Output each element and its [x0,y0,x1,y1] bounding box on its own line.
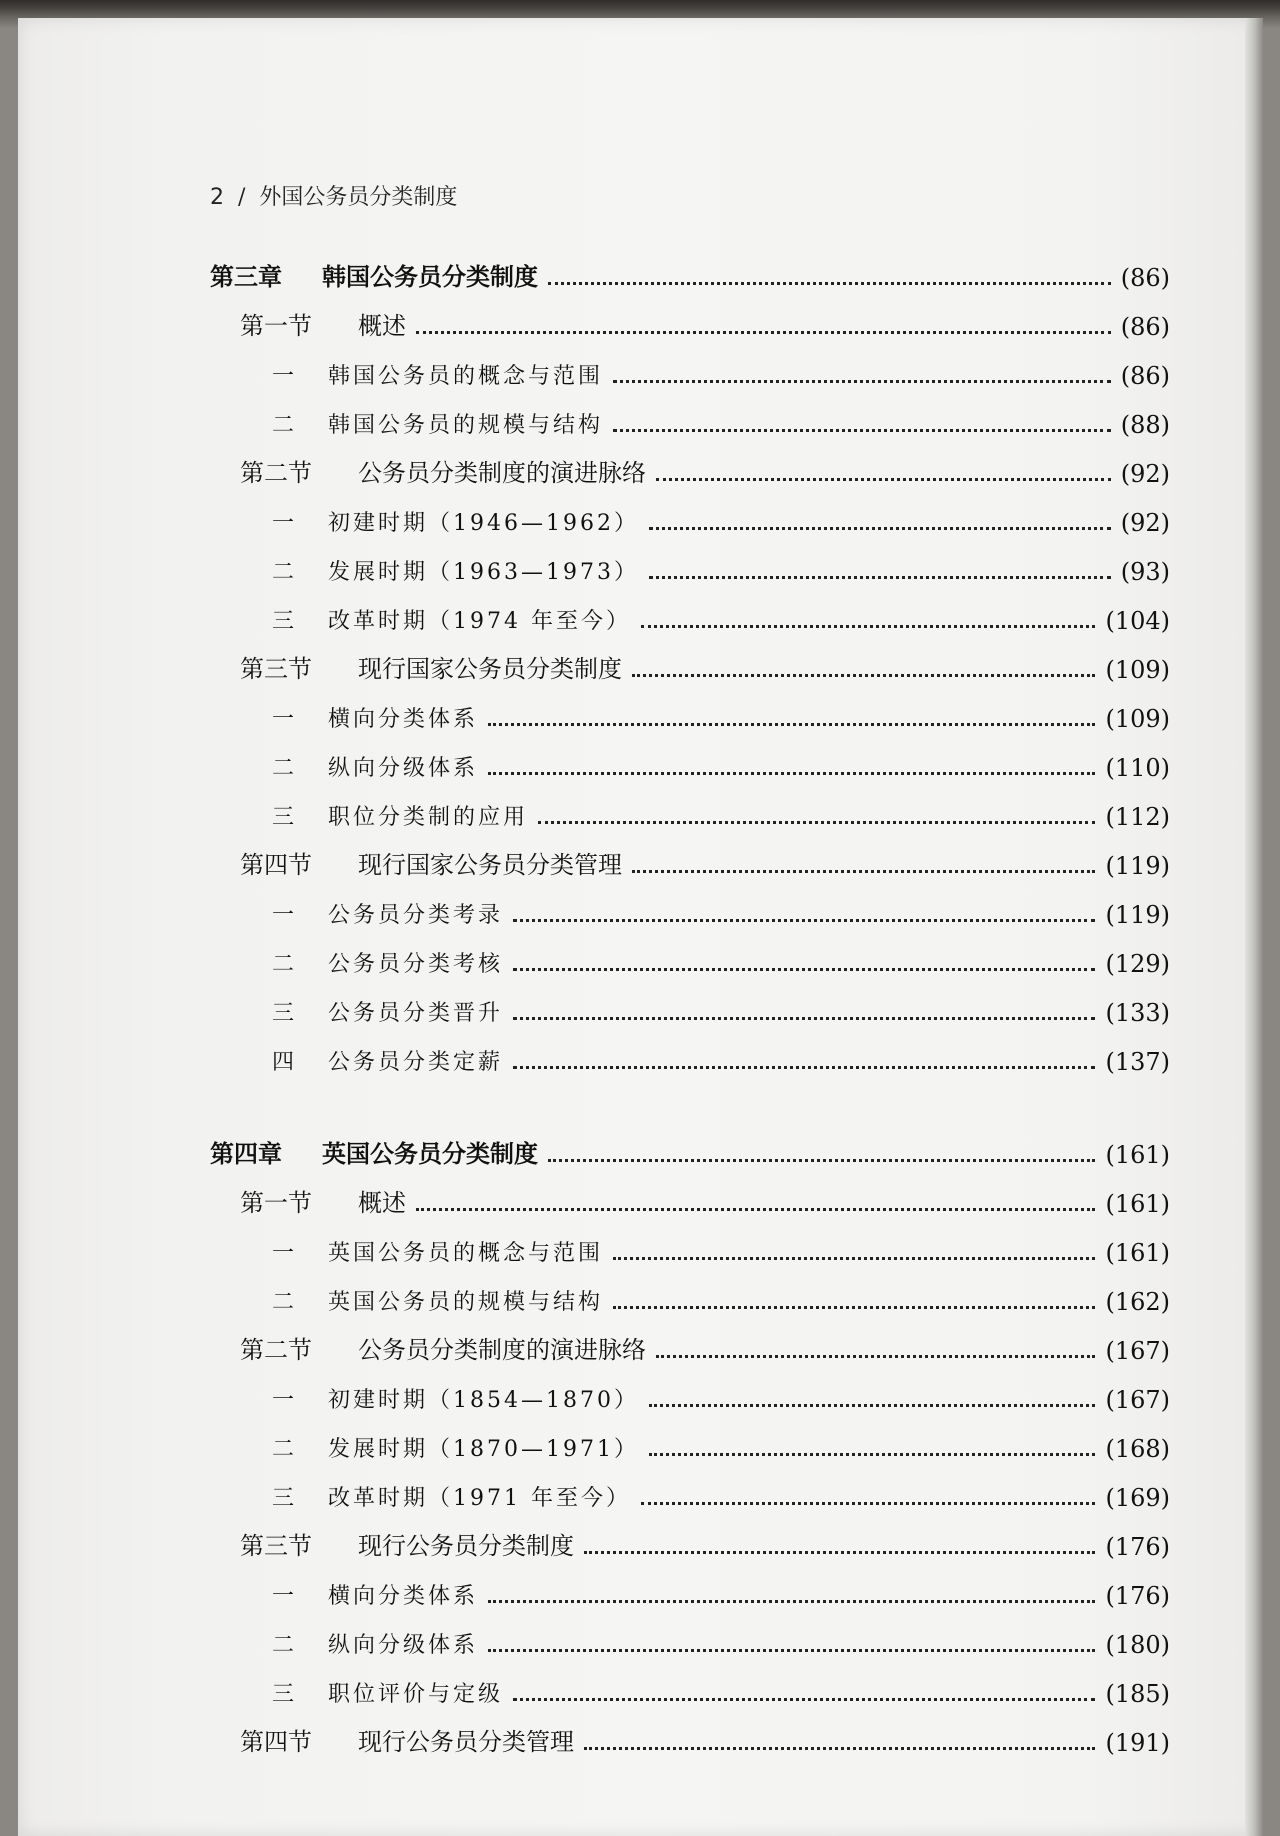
toc-item-row [210,537,1170,586]
table-of-contents [210,243,1170,1757]
toc-entry-title: 概述 [358,1189,406,1217]
dot-leader [513,1698,1095,1701]
dot-leader [649,527,1111,530]
dot-leader [656,1355,1095,1358]
toc-entry-number: 第一节 [240,312,312,340]
toc-entry-title: 横向分类体系 [328,1584,479,1609]
toc-item-row [210,880,1170,929]
toc-entry-page: (161) [1105,1190,1170,1218]
header-page-number: 2 [210,185,224,210]
toc-entry-number: 第四节 [240,851,312,879]
dot-leader [538,821,1095,824]
toc-entry-page: (180) [1105,1631,1170,1659]
dot-leader [488,1600,1095,1603]
toc-section-row [210,831,1170,880]
toc-section-row [210,439,1170,488]
toc-entry-number: 第三章 [210,263,282,291]
toc-section-row [210,1512,1170,1561]
toc-section-row [210,292,1170,341]
toc-entry-page: (168) [1105,1435,1170,1463]
dot-leader [613,380,1111,383]
toc-entry-title: 现行国家公务员分类制度 [358,655,622,683]
dot-leader [584,1747,1095,1750]
toc-entry-number: 二 [272,756,295,781]
dot-leader [416,331,1111,334]
toc-entry-title: 英国公务员的规模与结构 [328,1290,604,1315]
toc-entry-page: (109) [1105,656,1170,684]
toc-entry-number: 第三节 [240,1532,312,1560]
toc-entry-number: 二 [272,1437,295,1462]
book-page [18,18,1263,1836]
toc-entry-title: 改革时期（1971 年至今） [328,1486,631,1511]
toc-entry-number: 三 [272,609,295,634]
toc-entry-title: 现行公务员分类管理 [358,1728,574,1756]
toc-entry-title: 初建时期（1854—1870） [328,1388,639,1413]
toc-entry-page: (161) [1105,1239,1170,1267]
toc-entry-number: 三 [272,1682,295,1707]
toc-entry-number: 三 [272,1001,295,1026]
dot-leader [641,625,1095,628]
toc-entry-title: 发展时期（1963—1973） [328,560,639,585]
toc-item-row [210,1414,1170,1463]
toc-entry-title: 现行公务员分类制度 [358,1532,574,1560]
toc-entry-title: 公务员分类定薪 [328,1050,504,1075]
toc-section-row [210,1708,1170,1757]
toc-entry-number: 第四章 [210,1140,282,1168]
dot-leader [632,870,1095,873]
toc-entry-title: 纵向分级体系 [328,1633,479,1658]
toc-item-row [210,684,1170,733]
header-separator: / [238,185,246,210]
toc-entry-title: 公务员分类考录 [328,903,504,928]
toc-entry-number: 第三节 [240,655,312,683]
toc-entry-number: 四 [272,1050,295,1075]
toc-entry-title: 发展时期（1870—1971） [328,1437,639,1462]
toc-entry-page: (86) [1120,362,1170,390]
toc-entry-title: 纵向分级体系 [328,756,479,781]
toc-item-row [210,390,1170,439]
toc-item-row [210,1218,1170,1267]
toc-entry-number: 二 [272,413,295,438]
toc-item-row [210,929,1170,978]
toc-entry-page: (86) [1120,264,1170,292]
toc-item-row [210,586,1170,635]
toc-entry-page: (162) [1105,1288,1170,1316]
toc-entry-title: 英国公务员分类制度 [322,1140,538,1168]
dot-leader [584,1551,1095,1554]
dot-leader [513,919,1095,922]
toc-entry-title: 韩国公务员的规模与结构 [328,413,604,438]
toc-item-row [210,1561,1170,1610]
toc-entry-title: 公务员分类考核 [328,952,504,977]
toc-entry-page: (86) [1120,313,1170,341]
header-book-title: 外国公务员分类制度 [259,185,458,210]
toc-section-row [210,635,1170,684]
dot-leader [488,723,1095,726]
toc-entry-page: (176) [1105,1582,1170,1610]
toc-entry-page: (112) [1105,803,1170,831]
toc-entry-title: 改革时期（1974 年至今） [328,609,631,634]
toc-entry-page: (161) [1105,1141,1170,1169]
dot-leader [488,772,1095,775]
toc-item-row [210,1365,1170,1414]
dot-leader [649,576,1111,579]
toc-entry-number: 第四节 [240,1728,312,1756]
toc-entry-number: 第二节 [240,459,312,487]
dot-leader [632,674,1095,677]
toc-section-row [210,1316,1170,1365]
toc-entry-page: (185) [1105,1680,1170,1708]
toc-entry-number: 一 [272,1388,295,1413]
toc-item-row [210,733,1170,782]
toc-entry-title: 初建时期（1946—1962） [328,511,639,536]
dot-leader [548,1159,1095,1162]
toc-entry-number: 一 [272,511,295,536]
dot-leader [641,1502,1095,1505]
toc-entry-number: 一 [272,903,295,928]
dot-leader [488,1649,1095,1652]
toc-chapter-row [210,1120,1170,1169]
toc-item-row [210,488,1170,537]
toc-entry-page: (176) [1105,1533,1170,1561]
toc-entry-page: (93) [1120,558,1170,586]
toc-item-row [210,782,1170,831]
toc-entry-page: (110) [1105,754,1170,782]
toc-entry-number: 一 [272,364,295,389]
dot-leader [513,1066,1095,1069]
toc-entry-number: 一 [272,1584,295,1609]
dot-leader [416,1208,1095,1211]
toc-entry-title: 职位分类制的应用 [328,805,529,830]
toc-section-row [210,1169,1170,1218]
toc-entry-title: 职位评价与定级 [328,1682,504,1707]
toc-entry-title: 韩国公务员的概念与范围 [328,364,604,389]
toc-entry-title: 横向分类体系 [328,707,479,732]
toc-item-row [210,1267,1170,1316]
dot-leader [513,968,1095,971]
book-edge [1245,18,1263,1836]
toc-entry-page: (169) [1105,1484,1170,1512]
dot-leader [656,478,1111,481]
toc-entry-number: 二 [272,1290,295,1315]
toc-entry-number: 二 [272,952,295,977]
toc-item-row [210,1659,1170,1708]
dot-leader [649,1404,1095,1407]
toc-entry-page: (137) [1105,1048,1170,1076]
toc-entry-title: 现行国家公务员分类管理 [358,851,622,879]
toc-entry-page: (119) [1105,852,1170,880]
toc-entry-number: 一 [272,707,295,732]
toc-item-row [210,1610,1170,1659]
toc-chapter-row [210,243,1170,292]
toc-entry-number: 二 [272,1633,295,1658]
toc-entry-number: 第一节 [240,1189,312,1217]
toc-entry-page: (88) [1120,411,1170,439]
toc-entry-page: (133) [1105,999,1170,1027]
dot-leader [613,1306,1095,1309]
toc-entry-page: (92) [1120,509,1170,537]
toc-entry-number: 三 [272,805,295,830]
toc-entry-number: 二 [272,560,295,585]
toc-entry-page: (104) [1105,607,1170,635]
toc-entry-page: (167) [1105,1386,1170,1414]
toc-entry-page: (191) [1105,1729,1170,1757]
toc-item-row [210,1463,1170,1512]
toc-item-row [210,341,1170,390]
dot-leader [513,1017,1095,1020]
toc-entry-number: 三 [272,1486,295,1511]
toc-entry-title: 韩国公务员分类制度 [322,263,538,291]
toc-entry-page: (119) [1105,901,1170,929]
toc-entry-page: (109) [1105,705,1170,733]
toc-entry-page: (129) [1105,950,1170,978]
toc-entry-page: (92) [1120,460,1170,488]
dot-leader [613,429,1111,432]
toc-entry-number: 第二节 [240,1336,312,1364]
toc-entry-title: 公务员分类制度的演进脉络 [358,459,646,487]
toc-entry-number: 一 [272,1241,295,1266]
toc-item-row [210,1027,1170,1076]
dot-leader [613,1257,1095,1260]
toc-entry-title: 概述 [358,312,406,340]
toc-entry-page: (167) [1105,1337,1170,1365]
dot-leader [649,1453,1095,1456]
toc-entry-title: 英国公务员的概念与范围 [328,1241,604,1266]
toc-item-row [210,978,1170,1027]
dot-leader [548,282,1111,285]
toc-entry-title: 公务员分类晋升 [328,1001,504,1026]
running-header [210,180,457,211]
toc-entry-title: 公务员分类制度的演进脉络 [358,1336,646,1364]
